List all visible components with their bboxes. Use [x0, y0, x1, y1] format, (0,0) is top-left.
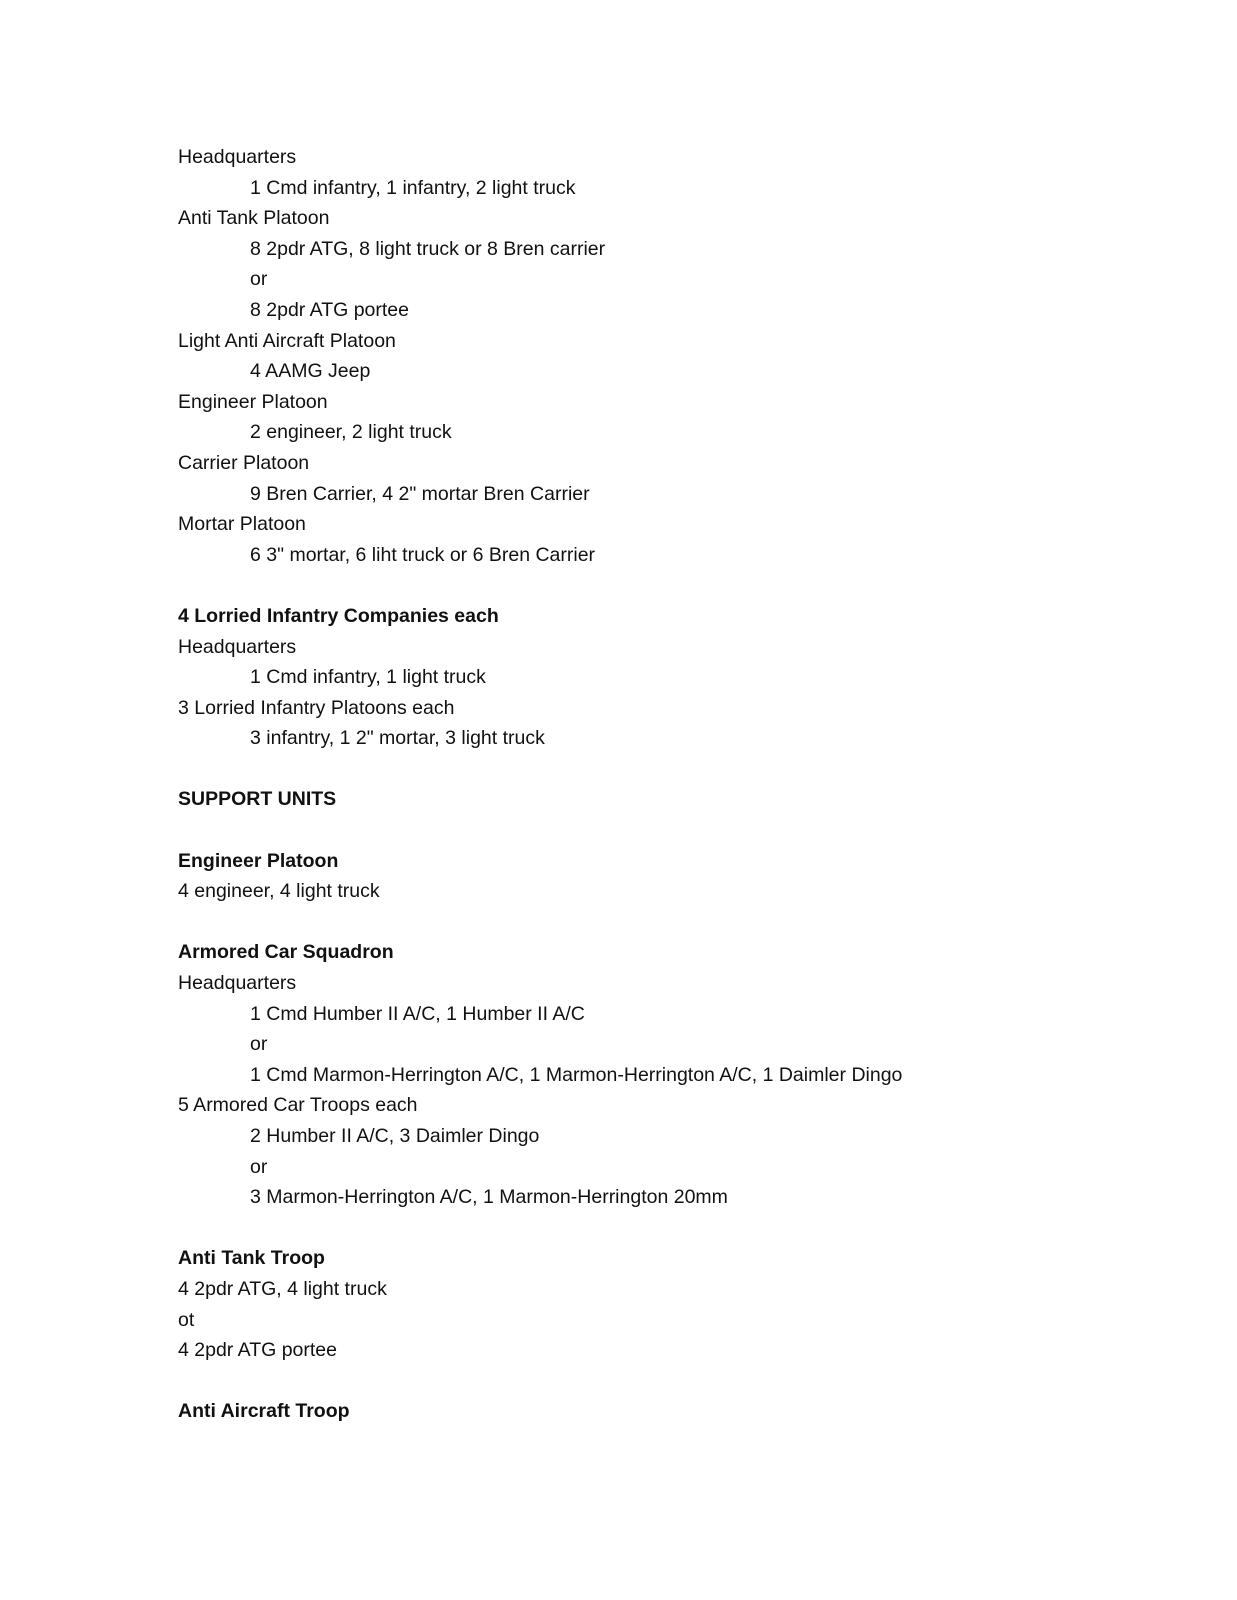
section-heading: Armored Car Squadron [178, 941, 394, 964]
unit-composition-line: 1 Cmd infantry, 1 light truck [250, 666, 486, 689]
unit-composition-line: 6 3" mortar, 6 liht truck or 6 Bren Carrier [250, 543, 596, 566]
unit-composition-line: 4 AAMG Jeep [250, 360, 371, 383]
unit-composition-line: or [250, 268, 268, 291]
section-heading: 4 Lorried Infantry Companies each [178, 604, 499, 627]
unit-composition-line: 8 2pdr ATG, 8 light truck or 8 Bren carrier [250, 237, 606, 260]
unit-composition-line: or [250, 1033, 268, 1056]
document-body [178, 142, 1178, 1427]
unit-name-line: 4 engineer, 4 light truck [178, 880, 380, 903]
blank-line [178, 570, 1178, 601]
unit-composition-line: or [250, 1155, 268, 1178]
unit-name-line: ot [178, 1308, 195, 1331]
unit-composition-line: 1 Cmd Humber II A/C, 1 Humber II A/C [250, 1002, 585, 1025]
blank-line [178, 1366, 1178, 1397]
blank-line [178, 907, 1178, 938]
blank-line [178, 815, 1178, 846]
unit-name-line: Carrier Platoon [178, 451, 310, 474]
unit-name-line: 3 Lorried Infantry Platoons each [178, 696, 455, 719]
section-heading: Anti Tank Troop [178, 1247, 325, 1270]
unit-name-line: Engineer Platoon [178, 390, 328, 413]
blank-line [178, 1213, 1178, 1244]
unit-composition-line: 3 infantry, 1 2" mortar, 3 light truck [250, 727, 545, 750]
unit-name-line: 4 2pdr ATG, 4 light truck [178, 1277, 387, 1300]
section-heading: SUPPORT UNITS [178, 788, 337, 811]
unit-name-line: Headquarters [178, 635, 297, 658]
unit-name-line: 5 Armored Car Troops each [178, 1094, 418, 1117]
unit-composition-line: 1 Cmd Marmon-Herrington A/C, 1 Marmon-Herrington A/C, 1 Daimler Dingo [250, 1063, 903, 1086]
unit-name-line: Mortar Platoon [178, 513, 306, 536]
unit-name-line: Headquarters [178, 972, 297, 995]
unit-composition-line: 9 Bren Carrier, 4 2" mortar Bren Carrier [250, 482, 590, 505]
unit-name-line: Headquarters [178, 146, 297, 168]
unit-composition-line: 2 Humber II A/C, 3 Daimler Dingo [250, 1125, 540, 1147]
unit-composition-line: 8 2pdr ATG portee [250, 298, 409, 321]
unit-composition-line: 2 engineer, 2 light truck [250, 421, 452, 444]
section-heading: Engineer Platoon [178, 849, 339, 872]
unit-name-line: Anti Tank Platoon [178, 207, 330, 230]
blank-line [178, 754, 1178, 785]
unit-composition-line: 3 Marmon-Herrington A/C, 1 Marmon-Herrington 20mm [250, 1186, 728, 1209]
unit-name-line: Light Anti Aircraft Platoon [178, 329, 396, 352]
section-heading: Anti Aircraft Troop [178, 1400, 350, 1423]
unit-name-line: 4 2pdr ATG portee [178, 1339, 337, 1362]
unit-composition-line: 1 Cmd infantry, 1 infantry, 2 light truck [250, 176, 576, 199]
